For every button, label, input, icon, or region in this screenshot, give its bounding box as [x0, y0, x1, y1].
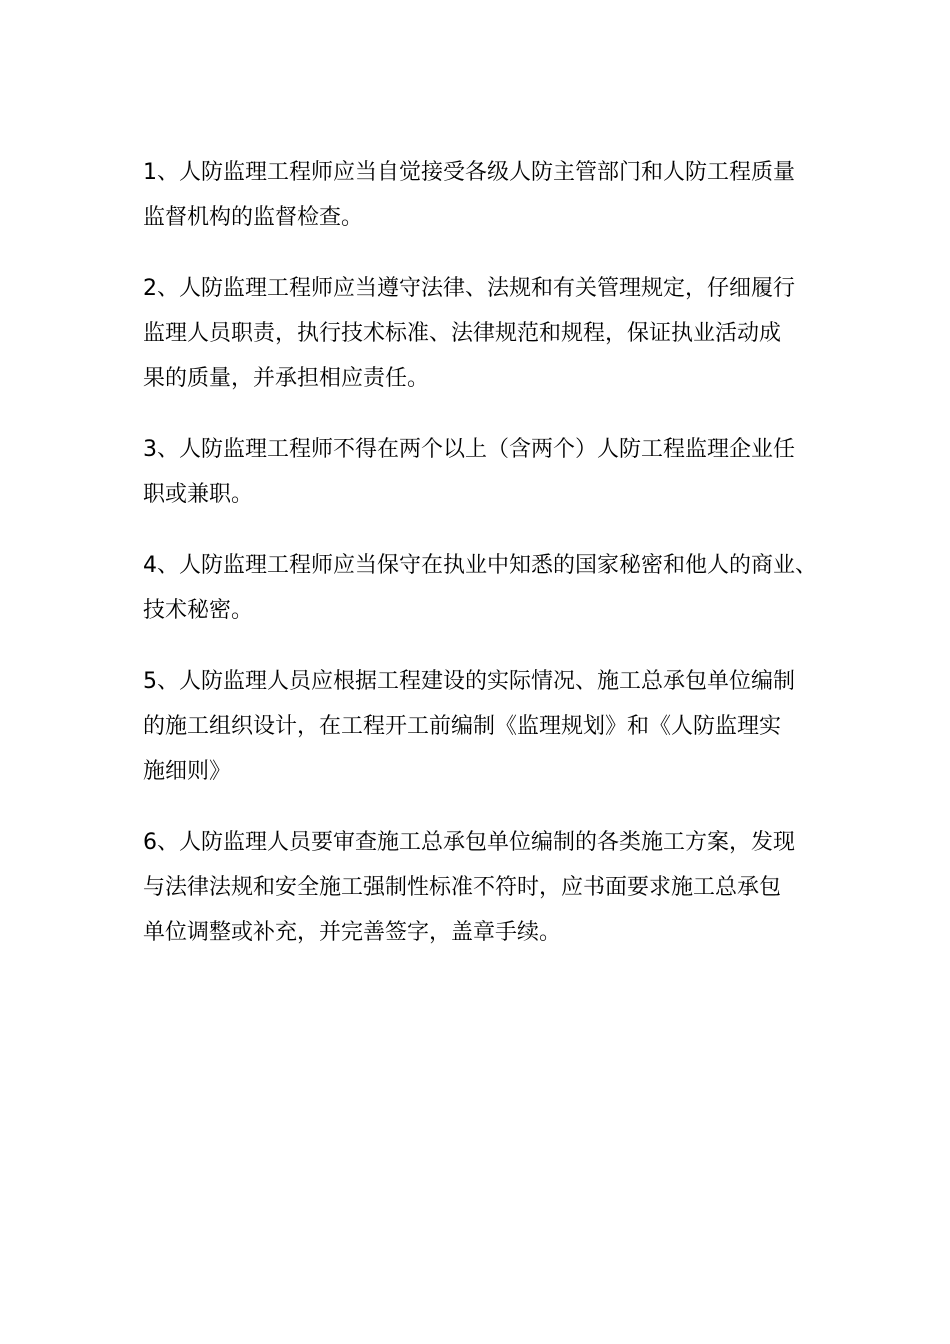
- paragraph-line: 5、人防监理人员应根据工程建设的实际情况、施工总承包单位编制: [143, 669, 795, 694]
- paragraph-line: 的施工组织设计，在工程开工前编制《监理规划》和《人防监理实: [143, 714, 782, 739]
- paragraph-2: [143, 266, 813, 401]
- paragraph-line: 监督机构的监督检查。: [143, 205, 364, 230]
- paragraph-line: 1、人防监理工程师应当自觉接受各级人防主管部门和人防工程质量: [143, 160, 795, 185]
- paragraph-5: [143, 659, 813, 794]
- paragraph-line: 技术秘密。: [143, 598, 254, 623]
- paragraph-line: 与法律法规和安全施工强制性标准不符时，应书面要求施工总承包: [143, 875, 782, 900]
- paragraph-line: 施细则》: [143, 759, 232, 784]
- paragraph-3: [143, 427, 813, 517]
- paragraph-line: 2、人防监理工程师应当遵守法律、法规和有关管理规定，仔细履行: [143, 276, 795, 301]
- paragraph-line: 果的质量，并承担相应责任。: [143, 366, 430, 391]
- paragraph-line: 6、人防监理人员要审查施工总承包单位编制的各类施工方案，发现: [143, 830, 795, 855]
- paragraph-line: 3、人防监理工程师不得在两个以上（含两个）人防工程监理企业任: [143, 437, 795, 462]
- document-body: [143, 150, 817, 981]
- paragraph-line: 单位调整或补充，并完善签字，盖章手续。: [143, 920, 562, 945]
- paragraph-line: 监理人员职责，执行技术标准、法律规范和规程，保证执业活动成: [143, 321, 782, 346]
- paragraph-line: 职或兼职。: [143, 482, 254, 507]
- paragraph-4: [143, 543, 817, 633]
- paragraph-1: [143, 150, 813, 240]
- paragraph-line: 4、人防监理工程师应当保守在执业中知悉的国家秘密和他人的商业、: [143, 553, 817, 578]
- paragraph-6: [143, 820, 813, 955]
